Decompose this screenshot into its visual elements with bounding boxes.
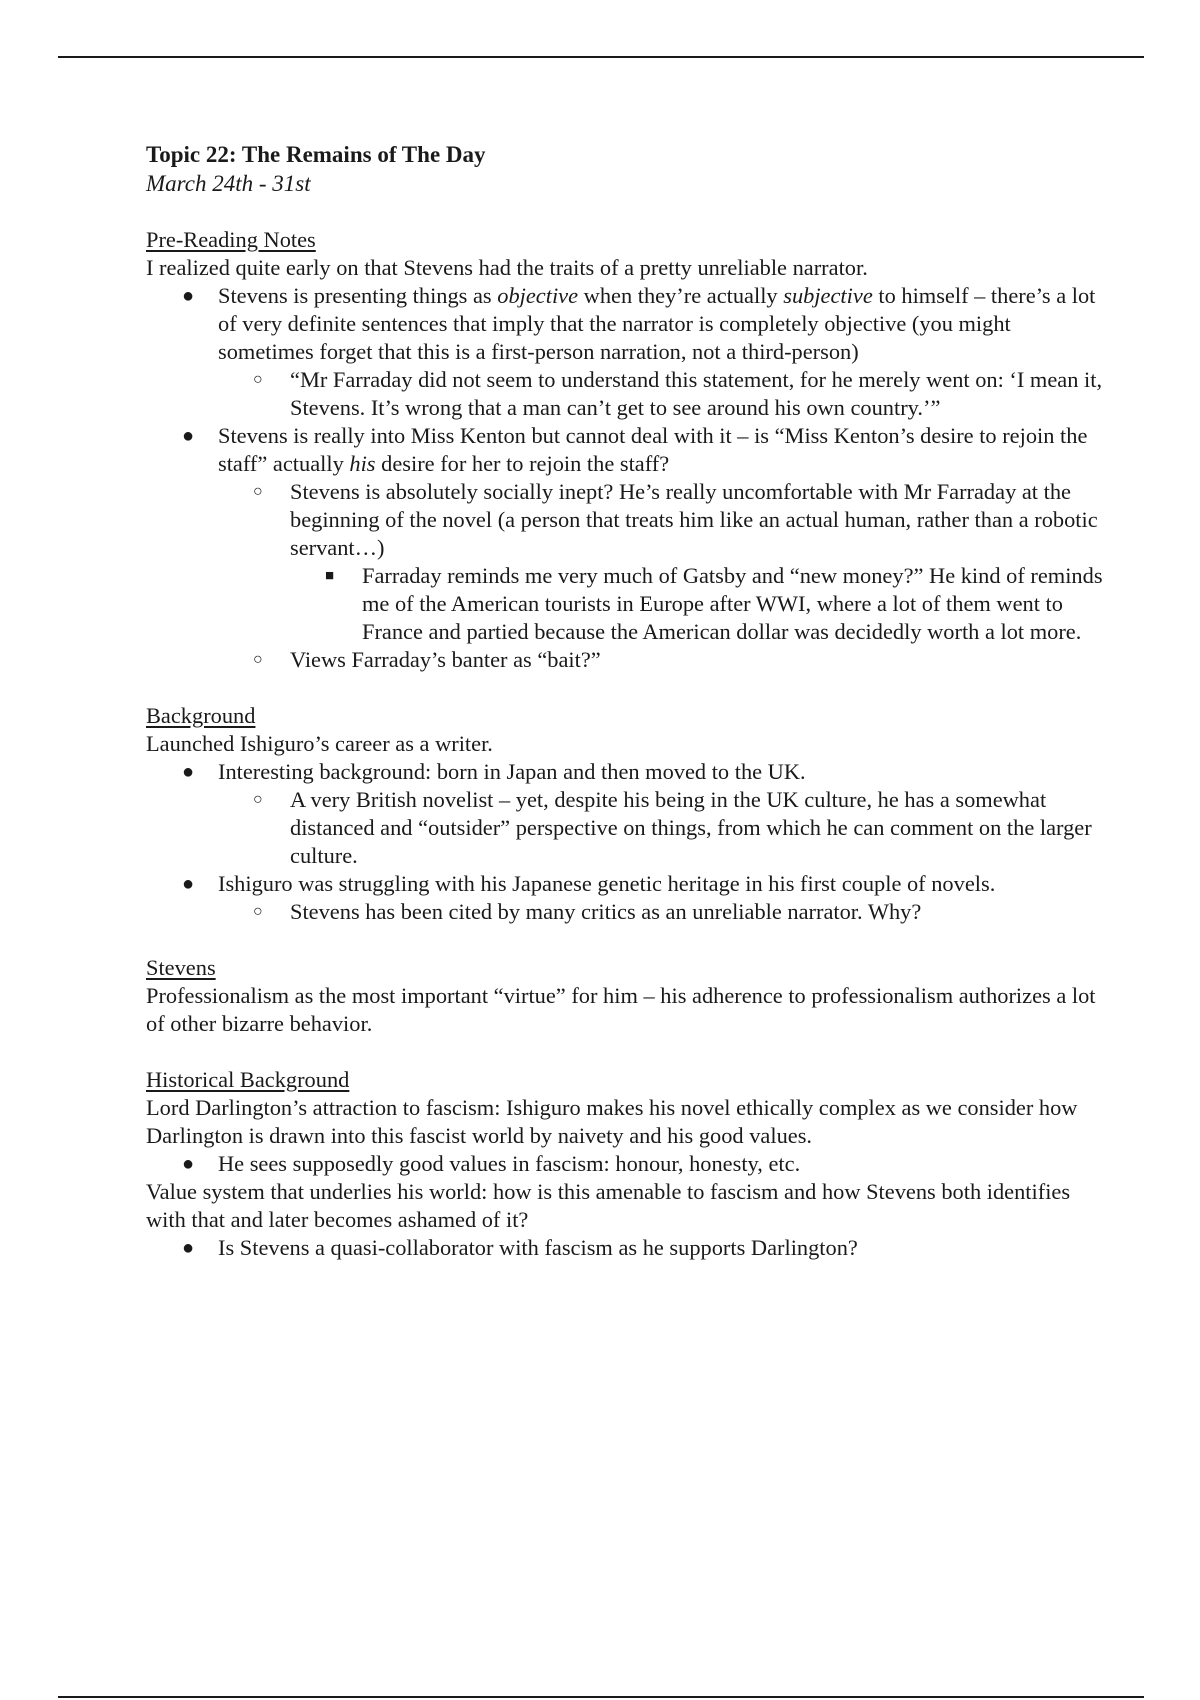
section-heading-historical-background: Historical Background bbox=[146, 1067, 350, 1092]
list-item bbox=[218, 646, 1106, 674]
list-item-text: A very British novelist – yet, despite his being in the UK culture, he has a somewhat distanced and “outsider” perspective on things, from which he can comment on the larger culture. bbox=[290, 787, 1092, 868]
bullet-icon: ● bbox=[182, 873, 195, 895]
list-item-text: Interesting background: born in Japan and then moved to the UK. bbox=[218, 759, 806, 784]
background-intro: Launched Ishiguro’s career as a writer. bbox=[146, 731, 493, 756]
list-item bbox=[146, 870, 1106, 926]
section-pre-reading bbox=[146, 226, 1106, 674]
list-item-text: He sees supposedly good values in fascism: honour, honesty, etc. bbox=[218, 1151, 801, 1176]
historical-paragraph: Lord Darlington’s attraction to fascism: Ishiguro makes his novel ethically complex as we consider how Darlington is drawn into this fascist world by naivety and his good values. bbox=[146, 1095, 1078, 1148]
date-range: March 24th - 31st bbox=[146, 171, 311, 196]
page-title: Topic 22: The Remains of The Day bbox=[146, 142, 486, 167]
list-item-text: Stevens is presenting things as objective when they’re actually subjective to himself – there’s a lot of very definite sentences that imply that the narrator is completely objective (you might sometimes forget that this is a first-person narration, not a third-person) bbox=[218, 283, 1096, 364]
section-stevens bbox=[146, 954, 1106, 1038]
document-page bbox=[146, 140, 1106, 1262]
circle-bullet-icon: ○ bbox=[253, 371, 263, 388]
pre-reading-intro: I realized quite early on that Stevens had the traits of a pretty unreliable narrator. bbox=[146, 255, 868, 280]
sub-sub-list bbox=[290, 562, 1106, 646]
bullet-icon: ● bbox=[182, 1237, 195, 1259]
historical-list bbox=[146, 1234, 1106, 1262]
list-item-text: Stevens has been cited by many critics as an unreliable narrator. Why? bbox=[290, 899, 922, 924]
circle-bullet-icon: ○ bbox=[253, 791, 263, 808]
stevens-body: Professionalism as the most important “virtue” for him – his adherence to professionalism authorizes a lot of other bizarre behavior. bbox=[146, 983, 1096, 1036]
square-bullet-icon: ■ bbox=[325, 568, 335, 584]
section-heading-stevens: Stevens bbox=[146, 955, 216, 980]
list-item bbox=[290, 562, 1106, 646]
circle-bullet-icon: ○ bbox=[253, 651, 263, 668]
section-heading-background: Background bbox=[146, 703, 256, 728]
top-rule bbox=[58, 56, 1144, 58]
list-item-text: Stevens is really into Miss Kenton but cannot deal with it – is “Miss Kenton’s desire to rejoin the staff” actually his desire for her to rejoin the staff? bbox=[218, 423, 1088, 476]
background-list bbox=[146, 758, 1106, 926]
list-item-text: Farraday reminds me very much of Gatsby and “new money?” He kind of reminds me of the American tourists in Europe after WWI, where a lot of them went to France and partied because the American dollar was decidedly worth a lot more. bbox=[362, 563, 1103, 644]
bullet-icon: ● bbox=[182, 425, 195, 447]
list-item bbox=[146, 758, 1106, 870]
list-item bbox=[146, 1234, 1106, 1262]
bullet-icon: ● bbox=[182, 285, 195, 307]
list-item bbox=[146, 1150, 1106, 1178]
historical-list bbox=[146, 1150, 1106, 1178]
bottom-rule bbox=[58, 1696, 1144, 1698]
list-item bbox=[218, 786, 1106, 870]
sub-list bbox=[218, 898, 1106, 926]
list-item-text: Is Stevens a quasi-collaborator with fascism as he supports Darlington? bbox=[218, 1235, 858, 1260]
sub-list bbox=[218, 366, 1106, 422]
circle-bullet-icon: ○ bbox=[253, 903, 263, 920]
quote-text: “Mr Farraday did not seem to understand this statement, for he merely went on: ‘I mean it, Stevens. It’s wrong that a man can’t get to see around his own country.’” bbox=[290, 367, 1103, 420]
circle-bullet-icon: ○ bbox=[253, 483, 263, 500]
list-item-text: Stevens is absolutely socially inept? He’s really uncomfortable with Mr Farraday at the beginning of the novel (a person that treats him like an actual human, rather than a robotic servant…) bbox=[290, 479, 1098, 560]
list-item bbox=[218, 478, 1106, 646]
list-item-text: Ishiguro was struggling with his Japanese genetic heritage in his first couple of novels. bbox=[218, 871, 996, 896]
historical-paragraph: Value system that underlies his world: how is this amenable to fascism and how Stevens both identifies with that and later becomes ashamed of it? bbox=[146, 1179, 1071, 1232]
bullet-icon: ● bbox=[182, 1153, 195, 1175]
list-item bbox=[146, 282, 1106, 422]
pre-reading-list bbox=[146, 282, 1106, 674]
section-background bbox=[146, 702, 1106, 926]
list-item bbox=[218, 366, 1106, 422]
section-historical-background bbox=[146, 1066, 1106, 1262]
list-item bbox=[146, 422, 1106, 674]
sub-list bbox=[218, 478, 1106, 674]
list-item-text: Views Farraday’s banter as “bait?” bbox=[290, 647, 601, 672]
list-item bbox=[218, 898, 1106, 926]
section-heading-pre-reading: Pre-Reading Notes bbox=[146, 227, 316, 252]
bullet-icon: ● bbox=[182, 761, 195, 783]
sub-list bbox=[218, 786, 1106, 870]
